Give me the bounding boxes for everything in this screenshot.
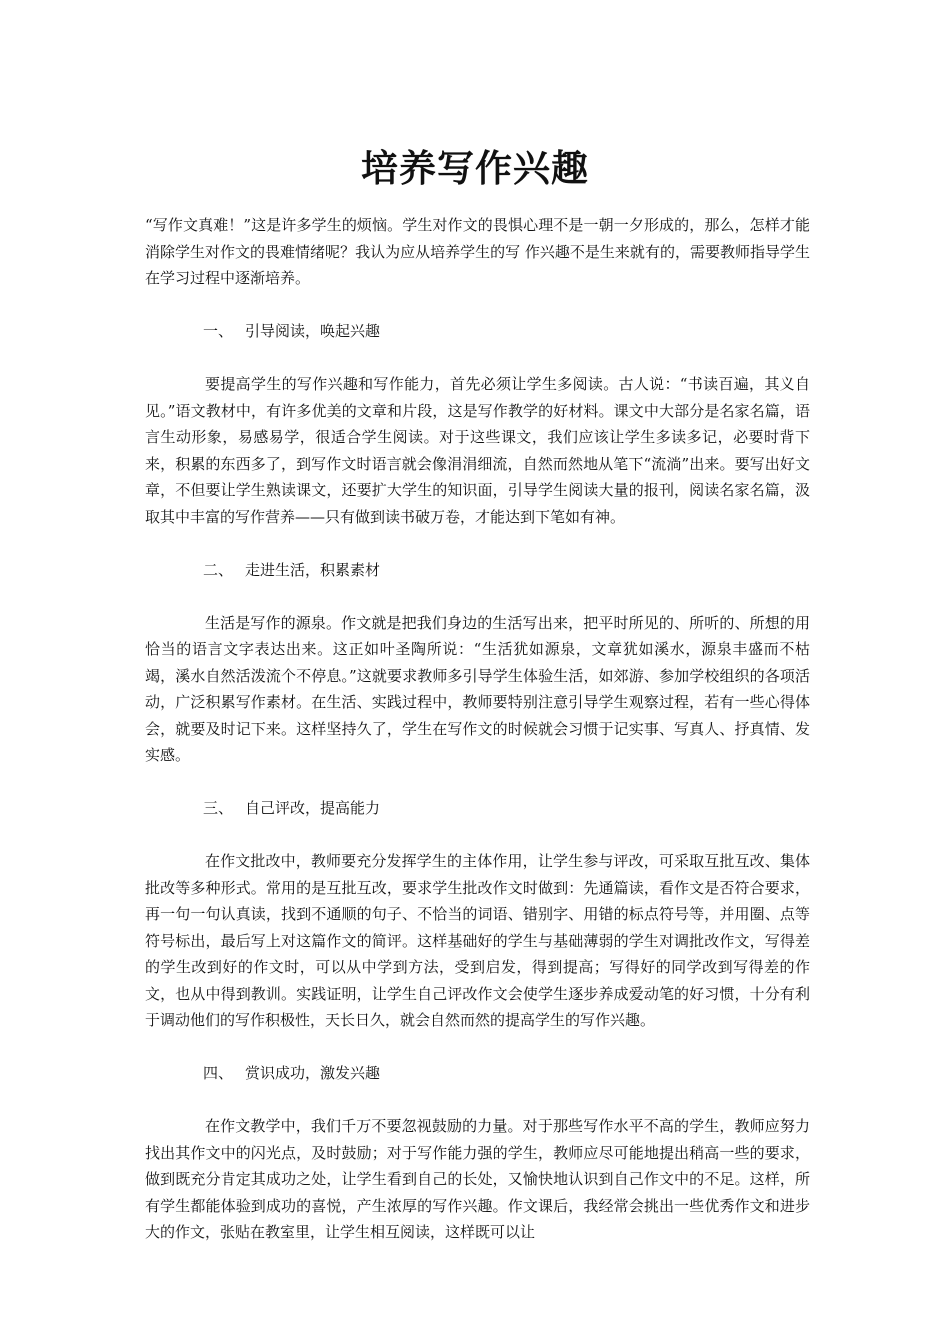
section-3-paragraph: 在作文批改中，教师要充分发挥学生的主体作用，让学生参与评改，可采取互批互改、集体批改等多种形式。常用的是互批互改，要求学生批改作文时做到：先通篇读，看作文是否符合要求，再一句一句认真读，找到不通顺的句子、不恰当的词语、错别字、用错的标点符号等，并用圈、点等符号标出，最后写上对这篇作文的简评。这样基础好的学生与基础薄弱的学生对调批改作文，写得差的学生改到好的作文时，可以从中学到方法，受到启发，得到提高；写得好的同学改到写得差的作文，也从中得到教训。实践证明，让学生自己评改作文会使学生逐步养成爱动笔的好习惯，十分有利于调动他们的写作积极性，天长日久，就会自然而然的提高学生的写作兴趣。: [145, 852, 810, 1029]
section-2-number: 二、: [203, 560, 234, 579]
section-3-title: 自己评改，提高能力: [245, 799, 381, 817]
section-3-number: 三、: [203, 799, 234, 817]
spacer: [145, 530, 810, 557]
section-3-heading: [145, 795, 810, 822]
section-2-heading: [145, 557, 810, 584]
spacer: [145, 292, 810, 319]
section-1-number: 一、: [203, 322, 234, 340]
spacer: [145, 822, 810, 849]
intro-paragraph: “写作文真难！”这是许多学生的烦恼。学生对作文的畏惧心理不是一朝一夕形成的，那么，怎样才能消除学生对作文的畏难情绪呢？我认为应从培养学生的写 作兴趣不是生来就有的，需要教师指导学生在学习过程中逐渐培养。: [145, 216, 810, 287]
spacer: [145, 1034, 810, 1061]
section-2-paragraph: 生活是写作的源泉。作文就是把我们身边的生活写出来，把平时所见的、所听的、所想的用恰当的语言文字表达出来。这正如叶圣陶所说：“生活犹如源泉，文章犹如溪水，源泉丰盛而不枯竭，溪水自然活泼流个不停息。”这就要求教师多引导学生体验生活，如郊游、参加学校组织的各项活动，广泛积累写作素材。在生活、实践过程中，教师要特别注意引导学生观察过程，若有一些心得体会，就要及时记下来。这样坚持久了，学生在写作文的时候就会习惯于记实事、写真人、抒真情、发实感。: [145, 613, 810, 764]
document-title: 培养写作兴趣: [361, 146, 589, 190]
spacer: [145, 1087, 810, 1114]
section-1-heading: [145, 318, 810, 345]
spacer: [145, 345, 810, 372]
section-4-number: 四、: [203, 1064, 234, 1082]
document-body: [145, 212, 810, 1246]
section-4-heading: [145, 1060, 810, 1087]
section-1-title: 引导阅读，唤起兴趣: [245, 322, 381, 340]
spacer: [145, 769, 810, 796]
section-4-paragraph: 在作文教学中，我们千万不要忽视鼓励的力量。对于那些写作水平不高的学生，教师应努力找出其作文中的闪光点，及时鼓励；对于写作能力强的学生，教师应尽可能地提出稍高一些的要求，做到既充分肯定其成功之处，让学生看到自己的长处，又愉快地认识到自己作文中的不足。这样，所有学生都能体验到成功的喜悦，产生浓厚的写作兴趣。作文课后，我经常会挑出一些优秀作文和进步大的作文，张贴在教室里，让学生相互阅读，这样既可以让: [145, 1117, 810, 1241]
spacer: [145, 583, 810, 610]
section-1-paragraph: 要提高学生的写作兴趣和写作能力，首先必须让学生多阅读。古人说：“书读百遍，其义自见。”语文教材中，有许多优美的文章和片段，这是写作教学的好材料。课文中大部分是名家名篇，语言生动形象，易感易学，很适合学生阅读。对于这些课文，我们应该让学生多读多记，必要时背下来，积累的东西多了，到写作文时语言就会像涓涓细流，自然而然地从笔下“流淌”出来。要写出好文章，不但要让学生熟读课文，还要扩大学生的知识面，引导学生阅读大量的报刊，阅读名家名篇，汲取其中丰富的写作营养——只有做到读书破万卷，才能达到下笔如有神。: [145, 375, 810, 526]
section-4-title: 赏识成功，激发兴趣: [245, 1064, 381, 1082]
section-2-title: 走进生活，积累素材: [245, 560, 381, 579]
